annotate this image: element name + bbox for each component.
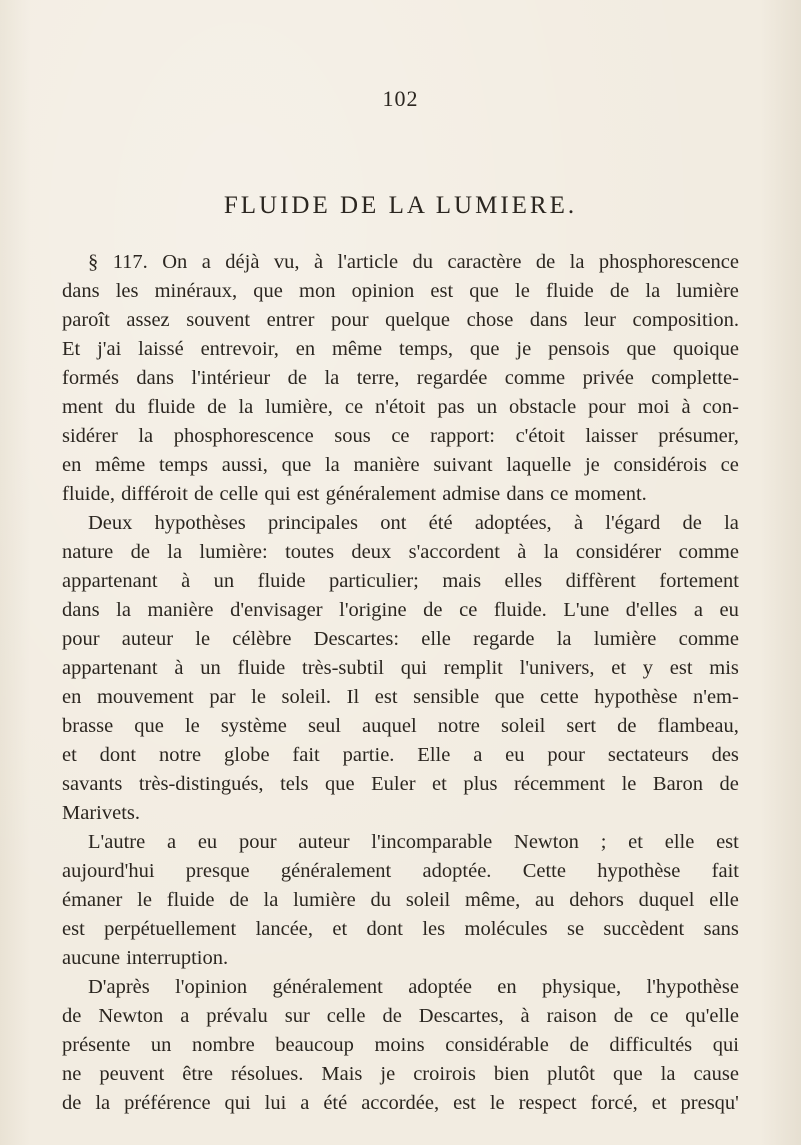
text-line: aujourd'hui presque généralement adoptée. Cette hypothèse fait (62, 860, 739, 882)
text-line: brasse que le système seul auquel notre soleil sert de flambeau, (62, 715, 739, 737)
text-line: en même temps aussi, que la manière suivant laquelle je considérois ce (62, 454, 739, 476)
text-line: appartenant à un fluide particulier; mais elles diffèrent fortement (62, 570, 739, 592)
paragraph (62, 248, 739, 509)
text-line: Et j'ai laissé entrevoir, en même temps, que je pensois que quoique (62, 338, 739, 360)
paragraph (62, 828, 739, 973)
text-line: et dont notre globe fait partie. Elle a eu pour sectateurs des (62, 744, 739, 766)
paragraph (62, 509, 739, 828)
text-line: de Newton a prévalu sur celle de Descartes, à raison de ce qu'elle (62, 1005, 739, 1027)
text-line: est perpétuellement lancée, et dont les molécules se succèdent sans (62, 918, 739, 940)
text-line: Deux hypothèses principales ont été adoptées, à l'égard de la (88, 512, 739, 534)
text-line: appartenant à un fluide très-subtil qui remplit l'univers, et y est mis (62, 657, 739, 679)
text-line: émaner le fluide de la lumière du soleil même, au dehors duquel elle (62, 889, 739, 911)
paragraph (62, 973, 739, 1118)
text-line: pour auteur le célèbre Descartes: elle regarde la lumière comme (62, 628, 739, 650)
text-line: fluide, différoit de celle qui est généralement admise dans ce moment. (62, 483, 647, 505)
text-line: paroît assez souvent entrer pour quelque chose dans leur composition. (62, 309, 739, 331)
text-line: de la préférence qui lui a été accordée, est le respect forcé, et presqu' (62, 1092, 739, 1114)
text-line: § 117. On a déjà vu, à l'article du caractère de la phosphorescence (88, 251, 739, 273)
text-line: ment du fluide de la lumière, ce n'étoit pas un obstacle pour moi à con- (62, 396, 739, 418)
text-line: formés dans l'intérieur de la terre, regardée comme privée complette- (62, 367, 739, 389)
text-line: nature de la lumière: toutes deux s'accordent à la considérer comme (62, 541, 739, 563)
page-number: 102 (382, 86, 419, 111)
body-text (62, 248, 739, 1118)
text-line: dans les minéraux, que mon opinion est que le fluide de la lumière (62, 280, 739, 302)
text-line: présente un nombre beaucoup moins considérable de difficultés qui (62, 1034, 739, 1056)
text-line: L'autre a eu pour auteur l'incomparable Newton ; et elle est (88, 831, 739, 853)
text-line: savants très-distingués, tels que Euler et plus récemment le Baron de (62, 773, 739, 795)
text-line: ne peuvent être résolues. Mais je croirois bien plutôt que la cause (62, 1063, 739, 1085)
text-line: dans la manière d'envisager l'origine de ce fluide. L'une d'elles a eu (62, 599, 739, 621)
text-line: Marivets. (62, 802, 140, 824)
text-line: en mouvement par le soleil. Il est sensible que cette hypothèse n'em- (62, 686, 739, 708)
chapter-title: FLUIDE DE LA LUMIERE. (223, 192, 578, 219)
text-line: D'après l'opinion généralement adoptée en physique, l'hypothèse (88, 976, 739, 998)
text-line: aucune interruption. (62, 947, 229, 969)
text-line: sidérer la phosphorescence sous ce rapport: c'étoit laisser présumer, (62, 425, 739, 447)
